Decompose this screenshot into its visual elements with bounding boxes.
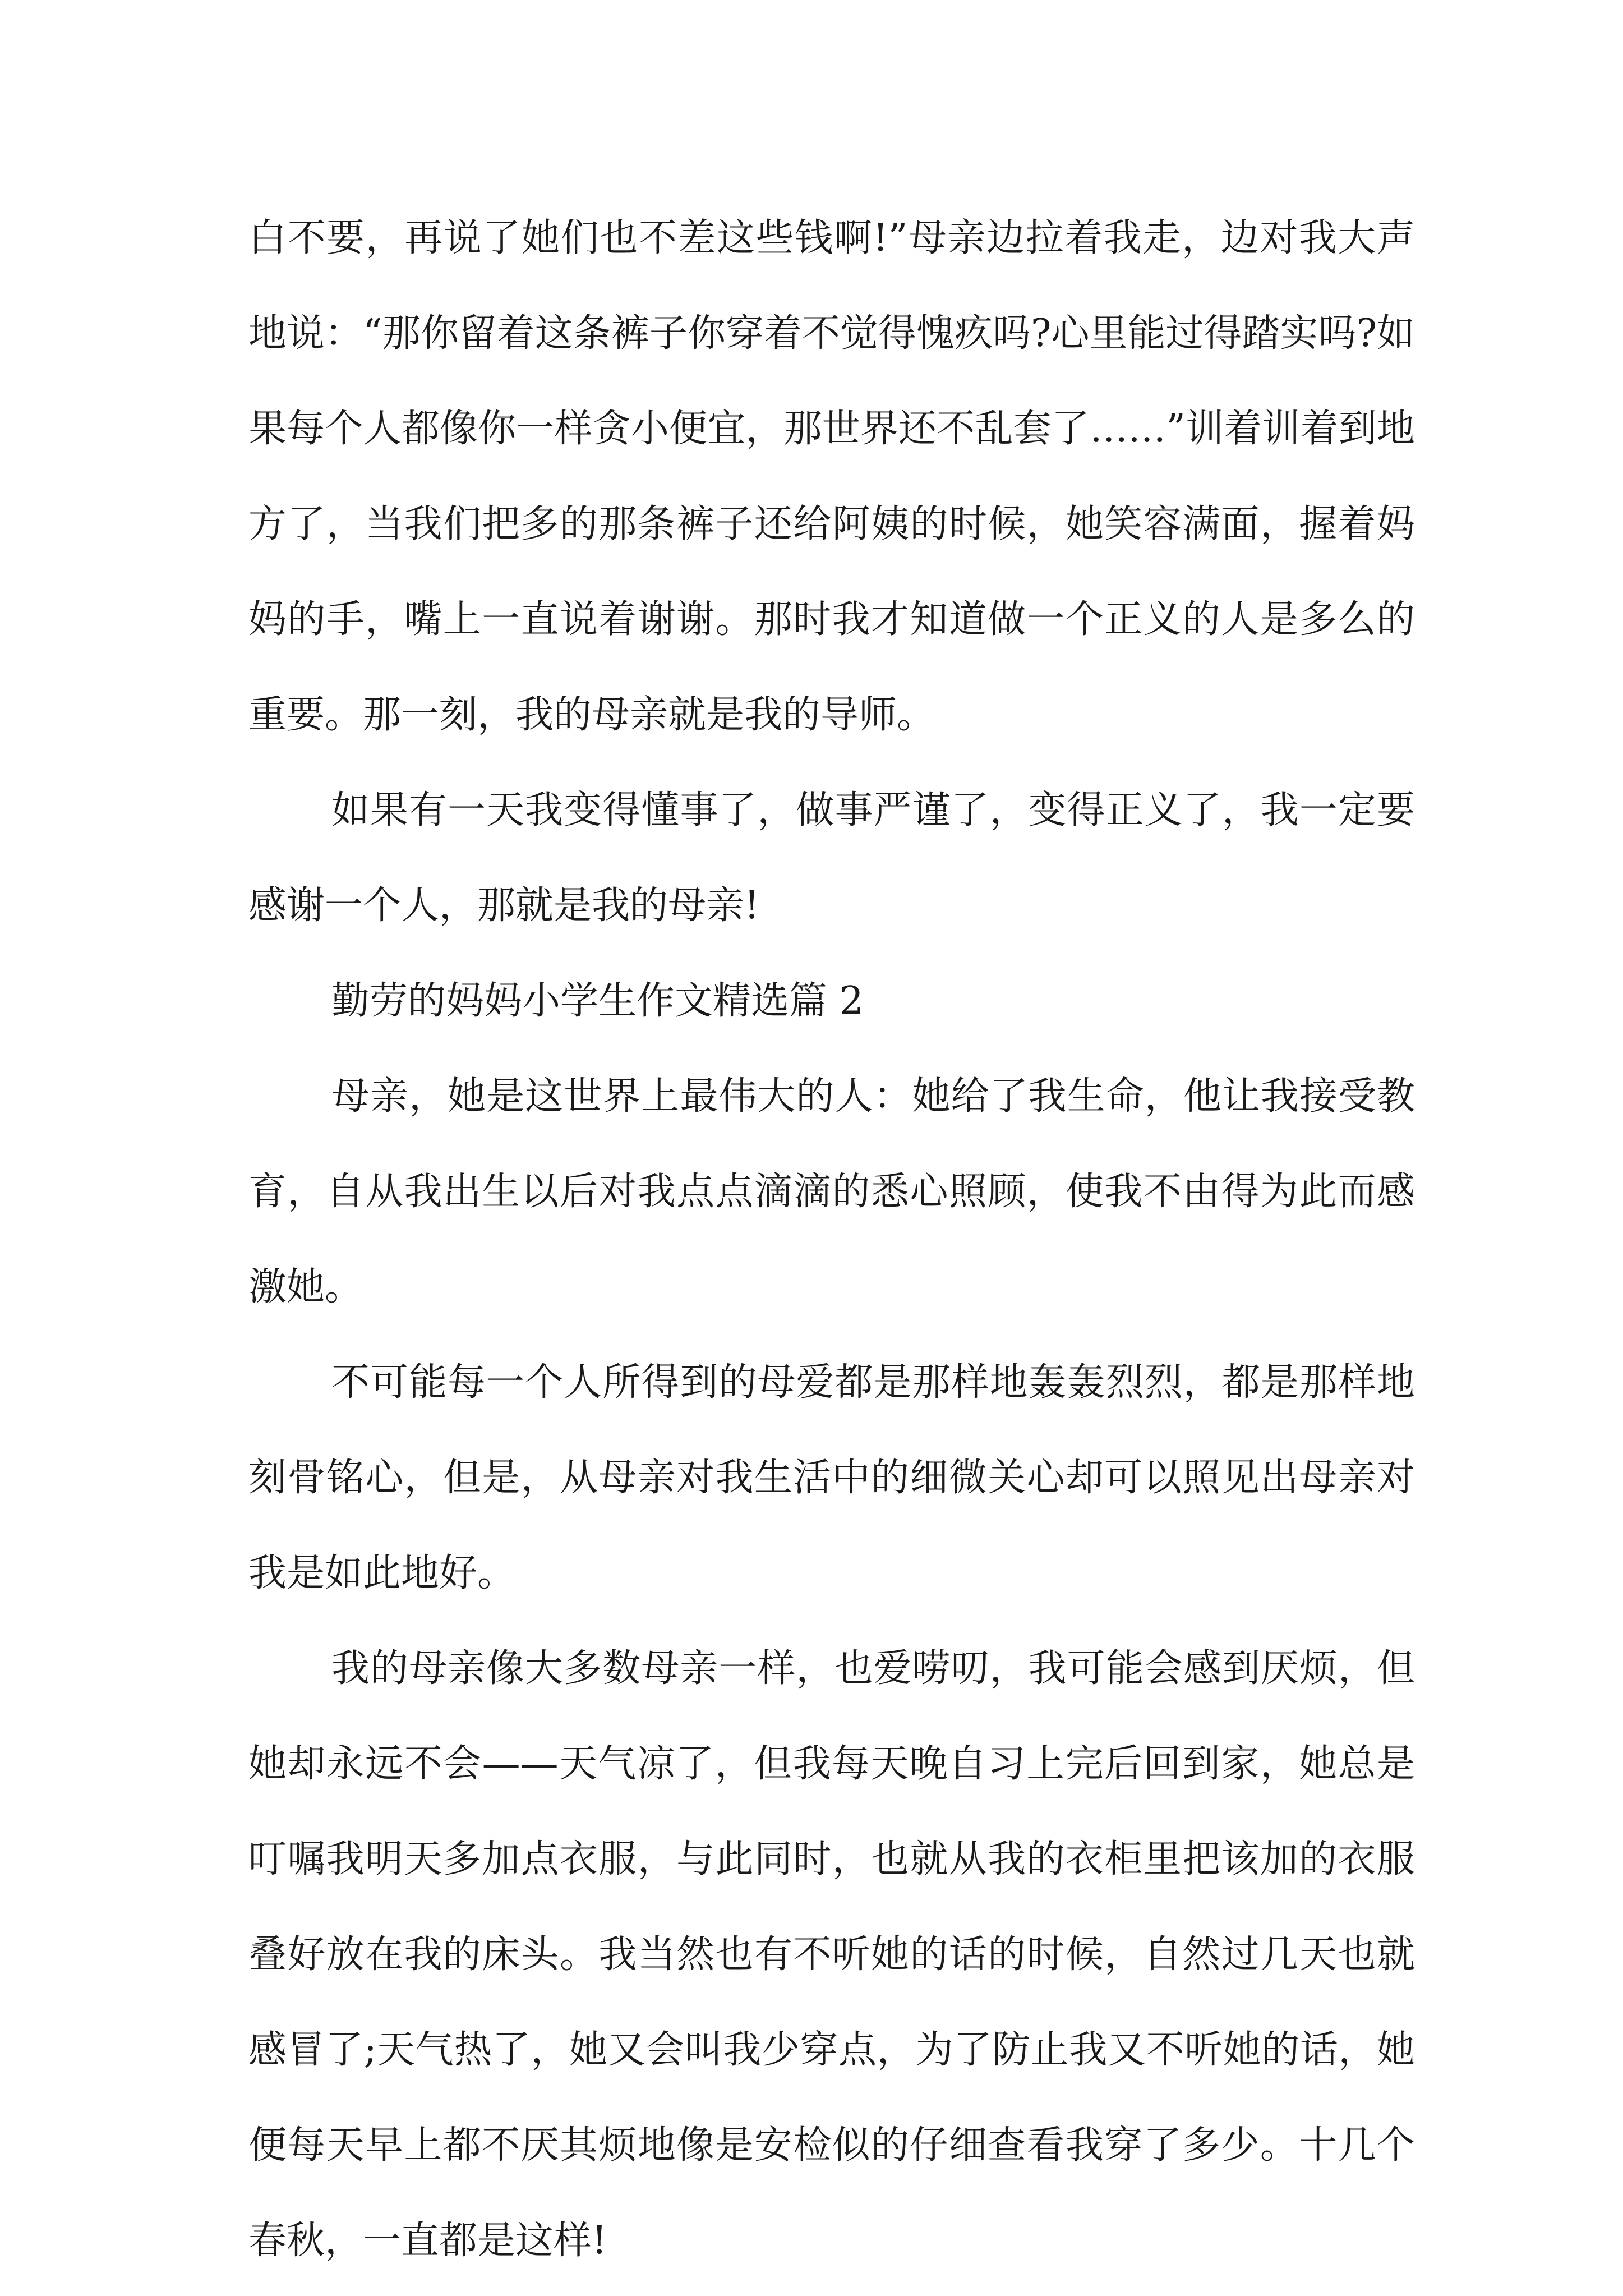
- paragraph-greatest-mother: 母亲，她是这世界上最伟大的人：她给了我生命，他让我接受教育，自从我出生以后对我点点滴滴的悉心照顾，使我不由得为此而感激她。: [248, 1074, 1415, 1309]
- paragraph-continuation: 白不要，再说了她们也不差这些钱啊!”母亲边拉着我走，边对我大声地说：“那你留着这条裤子你穿着不觉得愧疚吗?心里能过得踏实吗?如果每个人都像你一样贪小便宜，那世界还不乱套了……”训着训着到地方了，当我们把多的那条裤子还给阿姨的时候，她笑容满面，握着妈妈的手，嘴上一直说着谢谢。那时我才知道做一个正义的人是多么的重要。那一刻，我的母亲就是我的导师。: [248, 216, 1415, 737]
- paragraph-nagging-care: 我的母亲像大多数母亲一样，也爱唠叨，我可能会感到厌烦，但她却永远不会——天气凉了，但我每天晚自习上完后回到家，她总是叮嘱我明天多加点衣服，与此同时，也就从我的衣柜里把该加的衣服叠好放在我的床头。我当然也有不听她的话的时候，自然过几天也就感冒了;天气热了，她又会叫我少穿点，为了防止我又不听她的话，她便每天早上都不厌其烦地像是安检似的仔细查看我穿了多少。十几个春秋，一直都是这样!: [248, 1646, 1415, 2263]
- paragraph-gratitude: 如果有一天我变得懂事了，做事严谨了，变得正义了，我一定要感谢一个人，那就是我的母亲!: [248, 788, 1415, 928]
- essay-heading: 勤劳的妈妈小学生作文精选篇 2: [331, 979, 864, 1023]
- document-body: [248, 191, 1415, 2289]
- paragraph-maternal-love: 不可能每一个人所得到的母爱都是那样地轰轰烈烈，都是那样地刻骨铭心，但是，从母亲对我生活中的细微关心却可以照见出母亲对我是如此地好。: [248, 1360, 1415, 1595]
